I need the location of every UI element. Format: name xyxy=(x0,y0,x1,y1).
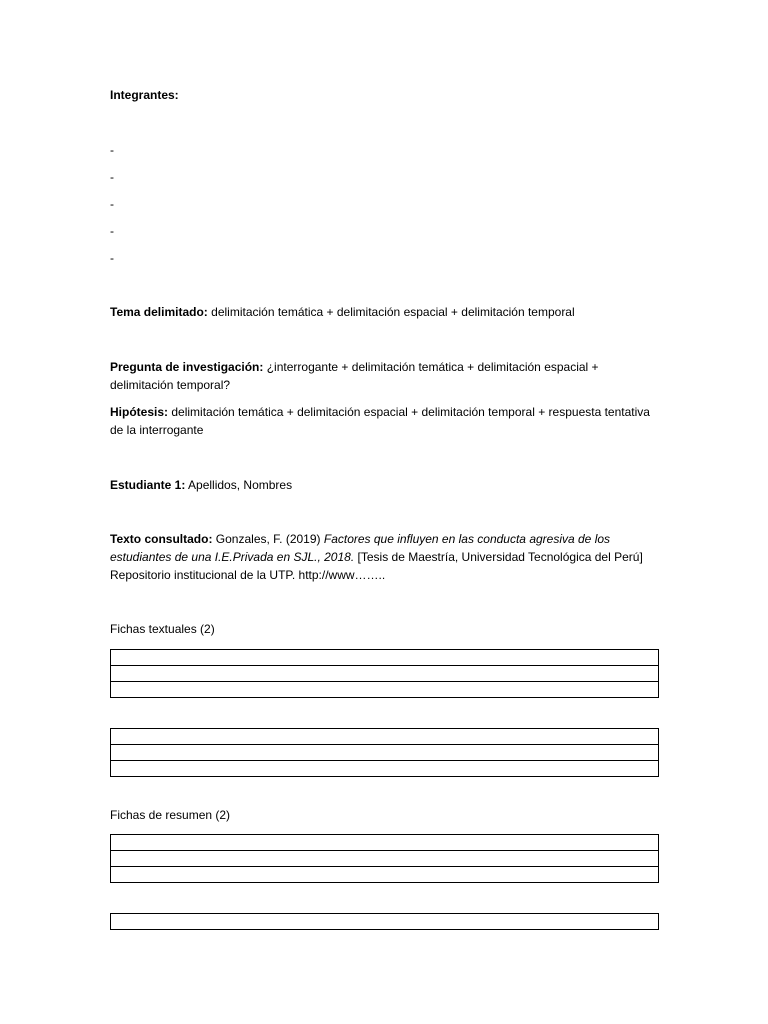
table-cell xyxy=(111,914,659,930)
tema-delimitado xyxy=(110,303,575,321)
table-row xyxy=(111,682,659,698)
table-row xyxy=(111,650,659,666)
hipotesis xyxy=(110,403,655,439)
pregunta-investigacion xyxy=(110,358,655,394)
ficha-textual-2 xyxy=(110,728,659,777)
integrante-item-3: - xyxy=(110,197,114,211)
table-row xyxy=(111,729,659,745)
table-row xyxy=(111,867,659,883)
estudiante-text: Apellidos, Nombres xyxy=(188,478,293,492)
integrante-item-5: - xyxy=(110,251,114,265)
estudiante xyxy=(110,476,292,494)
pregunta-label: Pregunta de investigación: xyxy=(110,360,264,374)
table-row xyxy=(111,914,659,930)
table-cell xyxy=(111,761,659,777)
table-cell xyxy=(111,666,659,682)
integrante-item-2: - xyxy=(110,170,114,184)
tema-label: Tema delimitado: xyxy=(110,305,208,319)
table-cell xyxy=(111,745,659,761)
table-cell xyxy=(111,729,659,745)
reference-author: Gonzales, F. (2019) xyxy=(215,532,321,546)
hipotesis-text: delimitación temática + delimitación espacial + delimitación temporal + respuesta tentativa de la interrogante xyxy=(110,405,650,437)
fichas-textuales-label: Fichas textuales (2) xyxy=(110,622,215,636)
ficha-resumen-1 xyxy=(110,834,659,883)
table-row xyxy=(111,761,659,777)
table-cell xyxy=(111,851,659,867)
integrante-item-4: - xyxy=(110,224,114,238)
table-cell xyxy=(111,650,659,666)
tema-text: delimitación temática + delimitación espacial + delimitación temporal xyxy=(211,305,575,319)
hipotesis-label: Hipótesis: xyxy=(110,405,169,419)
table-row xyxy=(111,851,659,867)
table-cell xyxy=(111,835,659,851)
texto-consultado-label: Texto consultado: xyxy=(110,532,213,546)
table-row xyxy=(111,835,659,851)
ficha-textual-1 xyxy=(110,649,659,698)
table-cell xyxy=(111,867,659,883)
reference-title: Factores que influyen en las conducta agresiva de los estudiantes de una I.E.Privada en SJL., 2018. xyxy=(110,532,611,564)
ficha-resumen-2 xyxy=(110,913,659,930)
table-row xyxy=(111,745,659,761)
table-row xyxy=(111,666,659,682)
reference-rest: [Tesis de Maestría, Universidad Tecnológica del Perú] Repositorio institucional de la UTP. http://www…….. xyxy=(110,550,643,582)
texto-consultado xyxy=(110,530,650,584)
integrantes-heading: Integrantes: xyxy=(110,88,179,102)
estudiante-label: Estudiante 1: xyxy=(110,478,186,492)
integrante-item-1: - xyxy=(110,143,114,157)
table-cell xyxy=(111,682,659,698)
pregunta-text: ¿interrogante + delimitación temática + delimitación espacial + delimitación temporal? xyxy=(110,360,599,392)
fichas-resumen-label: Fichas de resumen (2) xyxy=(110,808,231,822)
